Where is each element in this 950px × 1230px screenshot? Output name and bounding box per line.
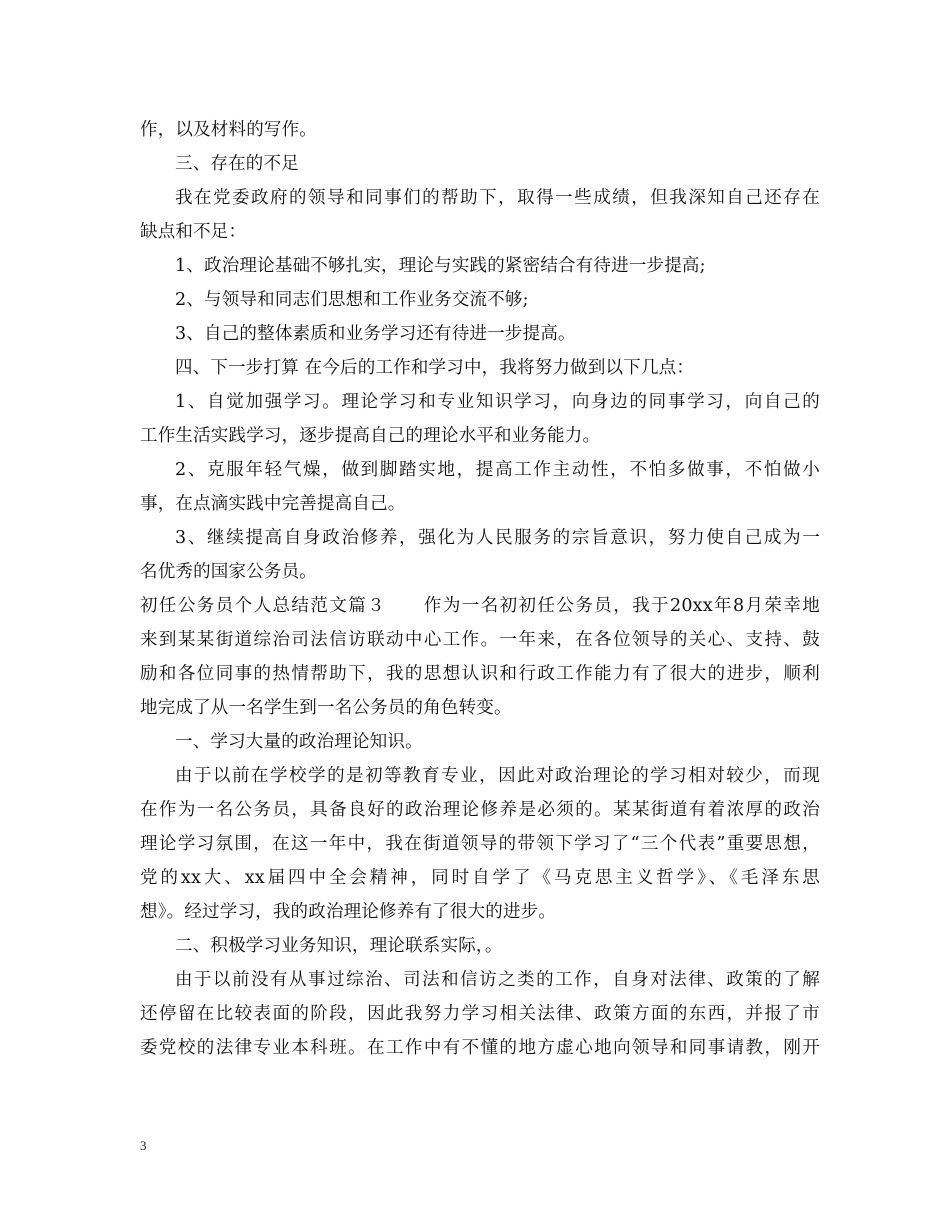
text-line: 由于以前在学校学的是初等教育专业，因此对政治理论的学习相对较少，而现	[175, 766, 820, 786]
text-line: 想》。经过学习，我的政治理论修养有了很大的进步。	[140, 902, 557, 922]
body-text	[140, 113, 820, 1065]
text-line: 3、自己的整体素质和业务学习还有待进一步提高。	[175, 324, 576, 344]
text-line: 1、自觉加强学习。理论学习和专业知识学习，向身边的同事学习，向自己的	[175, 392, 820, 412]
text-line: 在作为一名公务员，具备良好的政治理论修养是必须的。某某街道有着浓厚的政治	[140, 800, 820, 820]
text-line: 名优秀的国家公务员。	[140, 562, 317, 582]
text-line: 二、积极学习业务知识，理论联系实际，。	[175, 936, 503, 956]
text-line: 三、存在的不足	[175, 154, 299, 174]
text-line: 党的xx大、xx届四中全会精神，同时自学了《马克思主义哲学》、《毛泽东思	[140, 868, 820, 888]
text-line: 作，以及材料的写作。	[140, 120, 317, 140]
text-line: 地完成了从一名学生到一名公务员的角色转变。	[140, 698, 512, 718]
text-line: 来到某某街道综治司法信访联动中心工作。一年来，在各位领导的关心、支持、鼓	[140, 630, 820, 650]
text-line: 委党校的法律专业本科班。在工作中有不懂的地方虚心地向领导和同事请教，刚开	[140, 1038, 820, 1058]
text-line: 3、继续提高自身政治修养，强化为人民服务的宗旨意识，努力使自己成为一	[175, 528, 820, 548]
text-line: 工作生活实践学习，逐步提高自己的理论水平和业务能力。	[140, 426, 601, 446]
text-line: 缺点和不足：	[140, 222, 247, 242]
text-line: 励和各位同事的热情帮助下，我的思想认识和行政工作能力有了很大的进步，顺利	[140, 664, 820, 684]
text-line: 2、克服年轻气燥，做到脚踏实地，提高工作主动性，不怕多做事，不怕做小	[175, 460, 820, 480]
page-number: 3	[140, 1138, 147, 1153]
text-line: 初任公务员个人总结范文篇３ 作为一名初初任公务员，我于20xx年8月荣幸地	[140, 596, 820, 616]
text-line: 一、学习大量的政治理论知识。	[175, 732, 423, 752]
text-line: 还停留在比较表面的阶段，因此我努力学习相关法律、政策方面的东西，并报了市	[140, 1004, 820, 1024]
text-line: 理论学习氛围，在这一年中，我在街道领导的带领下学习了“三个代表”重要思想，	[140, 834, 820, 854]
text-line: 事，在点滴实践中完善提高自己。	[140, 494, 406, 514]
text-line: 由于以前没有从事过综治、司法和信访之类的工作，自身对法律、政策的了解	[175, 970, 820, 990]
text-line: 我在党委政府的领导和同事们的帮助下，取得一些成绩，但我深知自己还存在	[175, 188, 820, 208]
text-line: 1、政治理论基础不够扎实，理论与实践的紧密结合有待进一步提高;	[175, 256, 706, 276]
text-line: 2、与领导和同志们思想和工作业务交流不够;	[175, 290, 529, 310]
text-line: 四、下一步打算 在今后的工作和学习中，我将努力做到以下几点：	[175, 358, 695, 378]
